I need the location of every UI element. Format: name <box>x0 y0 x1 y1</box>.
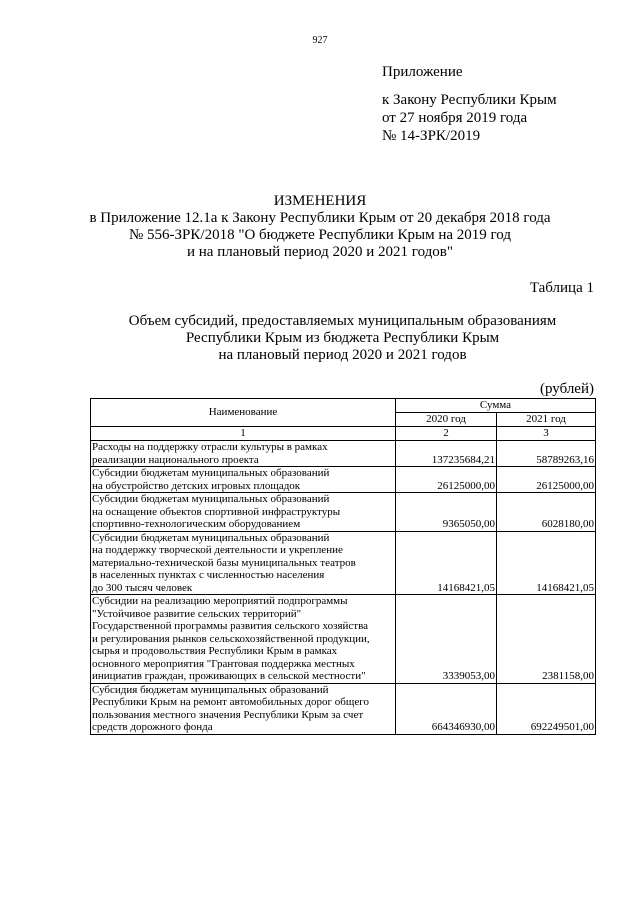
row-name-line: Республики Крым на ремонт автомобильных дорог общего <box>92 696 369 708</box>
document-subtitle-line: № 556-ЗРК/2018 "О бюджете Республики Крым на 2019 год <box>128 227 512 243</box>
table-row <box>91 683 596 734</box>
row-value-2020: 26125000,00 <box>396 467 497 493</box>
row-value-2021: 692249501,00 <box>497 683 596 734</box>
row-value-2020: 137235684,21 <box>396 441 497 467</box>
row-name-line: на поддержку творческой деятельности и укрепление <box>92 544 343 556</box>
annex-law-number: № 14-ЗРК/2019 <box>382 128 481 144</box>
document-title: ИЗМЕНЕНИЯ <box>273 193 367 209</box>
document-subtitle-line: в Приложение 12.1а к Закону Республики Крым от 20 декабря 2018 года <box>89 210 551 226</box>
row-value-2021: 58789263,16 <box>497 441 596 467</box>
column-number: 2 <box>396 427 497 441</box>
row-name-line: Субсидия бюджетам муниципальных образований <box>92 683 329 696</box>
unit-label: (рублей) <box>539 381 594 397</box>
column-number-row <box>91 427 596 441</box>
row-name-line: сырья и продовольствия Республики Крым в рамках <box>92 645 338 657</box>
table-caption-line: Республики Крым из бюджета Республики Крым <box>185 330 500 346</box>
row-value-2021: 14168421,05 <box>497 531 596 595</box>
row-value-2020: 664346930,00 <box>396 683 497 734</box>
row-value-2020: 14168421,05 <box>396 531 497 595</box>
header-year-2021: 2021 год <box>497 413 596 427</box>
row-name-line: инициатив граждан, проживающих в сельской местности" <box>92 670 366 682</box>
table-row <box>91 493 596 532</box>
header-name: Наименование <box>91 399 396 427</box>
document-subtitle-line: и на плановый период 2020 и 2021 годов" <box>187 244 453 260</box>
row-name-line: материально-технической базы муниципальных театров <box>92 556 356 569</box>
row-name-line: Субсидии бюджетам муниципальных образований <box>92 531 330 544</box>
table-row <box>91 467 596 493</box>
row-name-line: реализации национального проекта <box>92 453 259 466</box>
row-name <box>91 493 396 532</box>
row-name-line: до 300 тысяч человек <box>92 581 193 594</box>
column-number: 1 <box>91 427 396 441</box>
row-name <box>91 531 396 595</box>
row-value-2020: 3339053,00 <box>396 595 497 684</box>
subsidy-table <box>90 398 596 735</box>
row-name <box>91 683 396 734</box>
row-name-line: "Устойчивое развитие сельских территорий" <box>92 607 302 620</box>
table-row <box>91 531 596 595</box>
row-value-2021: 2381158,00 <box>497 595 596 684</box>
header-sum: Сумма <box>396 399 596 413</box>
row-name-line: пользования местного значения Республики Крым за счет <box>92 708 364 721</box>
row-name <box>91 441 396 467</box>
table-caption-line: Объем субсидий, предоставляемых муниципальным образованиям <box>128 313 557 329</box>
header-year-2020: 2020 год <box>396 413 497 427</box>
row-name-line: Государственной программы развития сельского хозяйства <box>92 620 369 632</box>
annex-line: к Закону Республики Крым <box>382 92 557 108</box>
row-name-line: на обустройство детских игровых площадок <box>92 479 301 492</box>
column-number: 3 <box>497 427 596 441</box>
row-name-line: Субсидии бюджетам муниципальных образований <box>92 493 330 505</box>
row-value-2020: 9365050,00 <box>396 493 497 532</box>
table-row <box>91 441 596 467</box>
annex-date: от 27 ноября 2019 года <box>382 110 528 126</box>
table-label: Таблица 1 <box>529 280 594 296</box>
annex-title: Приложение <box>382 64 463 80</box>
row-name-line: основного мероприятия "Грантовая поддержка местных <box>92 657 355 670</box>
table-caption-line: на плановый период 2020 и 2021 годов <box>218 347 467 363</box>
row-value-2021: 26125000,00 <box>497 467 596 493</box>
row-name-line: на оснащение объектов спортивной инфраструктуры <box>92 505 341 518</box>
row-name-line: в населенных пунктах с численностью населения <box>92 569 325 581</box>
row-name <box>91 467 396 493</box>
row-name-line: Субсидии бюджетам муниципальных образований <box>92 467 330 479</box>
row-name-line: и регулирования рынков сельскохозяйственной продукции, <box>92 632 370 645</box>
row-name-line: спортивно-технологическим оборудованием <box>92 518 301 530</box>
page-number: 927 <box>312 35 328 46</box>
row-name-line: Субсидии на реализацию мероприятий подпрограммы <box>92 595 348 607</box>
row-value-2021: 6028180,00 <box>497 493 596 532</box>
row-name-line: Расходы на поддержку отрасли культуры в рамках <box>92 441 328 453</box>
table-row <box>91 595 596 684</box>
row-name-line: средств дорожного фонда <box>92 721 213 733</box>
table-header-row <box>91 399 596 413</box>
row-name <box>91 595 396 684</box>
